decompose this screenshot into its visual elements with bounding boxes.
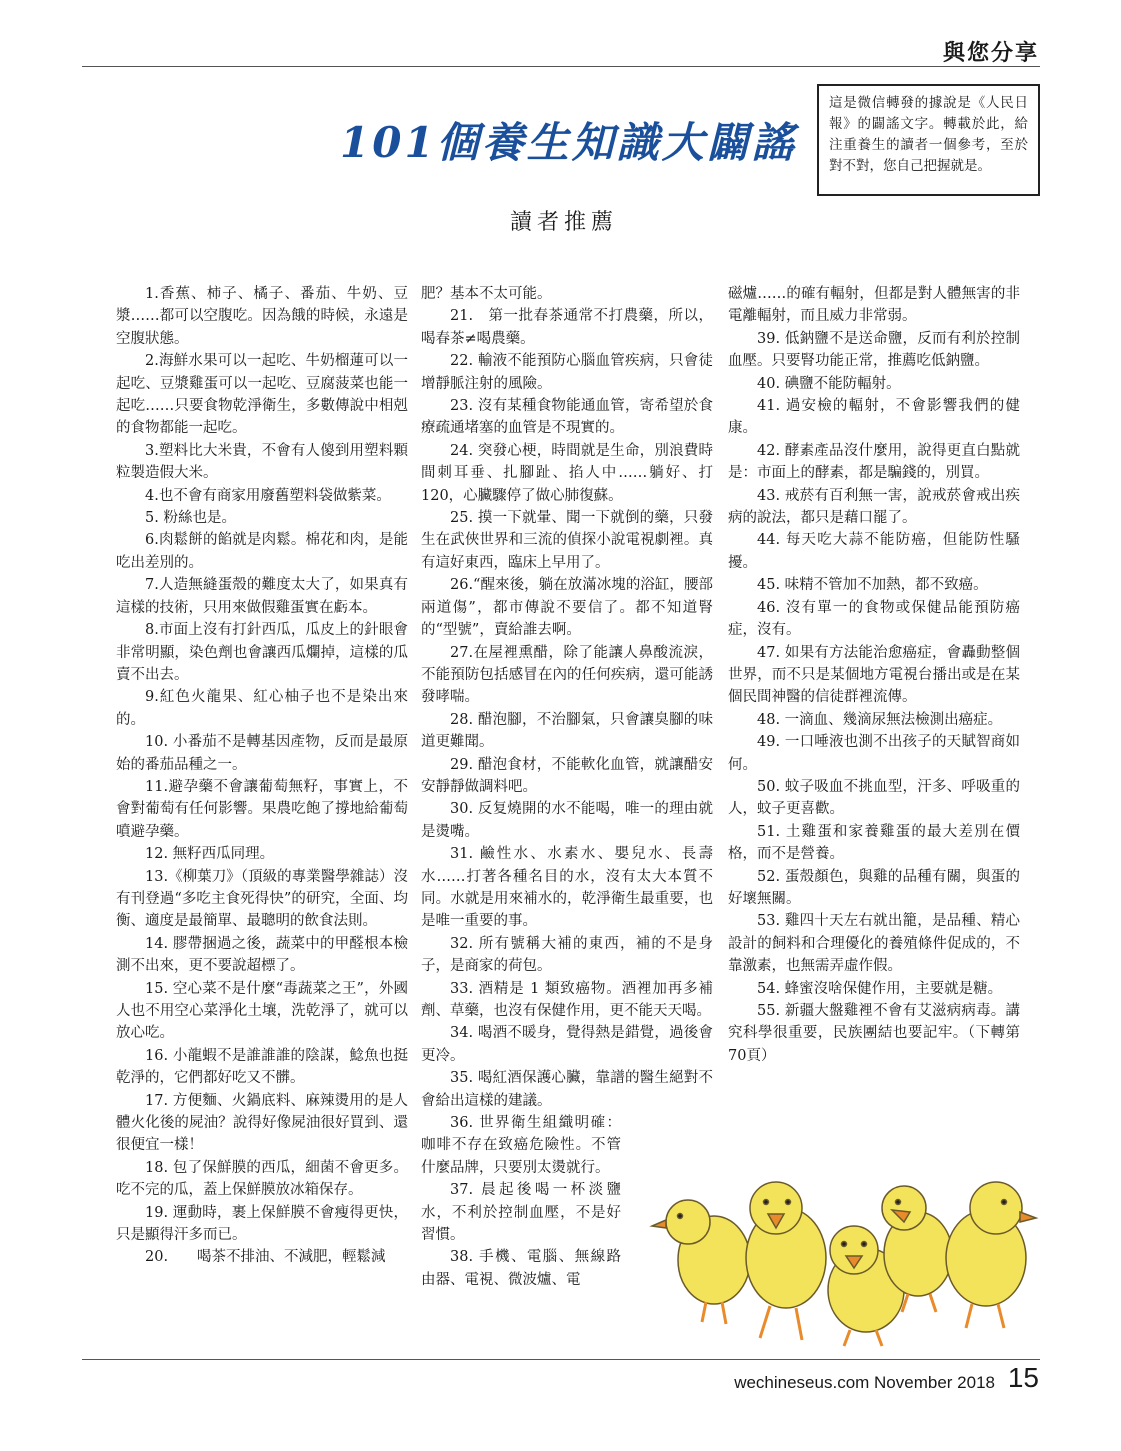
footer-divider: [82, 1359, 1040, 1360]
paragraph: 37. 晨起後喝一杯淡鹽水，不利於控制血壓，不是好習慣。: [421, 1182, 621, 1244]
paragraph: 3.塑料比大米貴，不會有人傻到用塑料顆粒製造假大米。: [116, 442, 408, 482]
chicks-illustration: [636, 1162, 1044, 1348]
paragraph: 36. 世界衛生組織明確：咖啡不存在致癌危險性。不管什麼品牌，只要別太燙就行。: [421, 1115, 621, 1176]
paragraph: 32. 所有號稱大補的東西，補的不是身子，是商家的荷包。: [421, 935, 713, 975]
paragraph: 53. 雞四十天左右就出籠，是品種、精心設計的飼料和合理優化的養殖條件促成的，不靠激素，也無需弄虛作假。: [728, 913, 1020, 975]
paragraph: 21. 第一批春茶通常不打農藥，所以，喝春茶≠喝農藥。: [421, 308, 713, 347]
paragraph: 16. 小龍蝦不是誰誰誰的陰謀，鯰魚也挺乾淨的，它們都好吃又不髒。: [116, 1047, 408, 1087]
article-title: 101個養生知識大闢謠: [340, 118, 797, 167]
wrapped-text-block: [421, 1112, 621, 1291]
paragraph: 46. 沒有單一的食物或保健品能預防癌症，沒有。: [728, 599, 1020, 639]
paragraph: 31. 鹼性水、水素水、嬰兒水、長壽水……打著各種名目的水，沒有太大本質不同。水就是用來補水的，乾淨衛生最重要，也是唯一重要的事。: [421, 846, 713, 930]
paragraph: 35. 喝紅酒保護心臟，靠譜的醫生絕對不會給出這樣的建議。: [421, 1070, 713, 1109]
paragraph: 43. 戒菸有百利無一害，說戒菸會戒出疾病的說法，都只是藉口罷了。: [728, 487, 1020, 527]
paragraph: 38. 手機、電腦、無線路由器、電視、微波爐、電: [421, 1249, 621, 1288]
paragraph: 11.避孕藥不會讓葡萄無籽，事實上，不會對葡萄有任何影響。果農吃飽了撐地給葡萄噴避孕藥。: [116, 778, 408, 840]
paragraph: 22. 輸液不能預防心腦血管疾病，只會徒增靜脈注射的風險。: [421, 353, 713, 392]
paragraph: 42. 酵素產品沒什麼用，說得更直白點就是：市面上的酵素，都是騙錢的，別買。: [728, 442, 1020, 482]
paragraph: 14. 膠帶捆過之後，蔬菜中的甲醛根本檢測不出來，更不要說超標了。: [116, 935, 408, 975]
paragraph: 29. 醋泡食材，不能軟化血管，就讓醋安安靜靜做調料吧。: [421, 756, 713, 795]
paragraph: 23. 沒有某種食物能通血管，寄希望於食療疏通堵塞的血管是不現實的。: [421, 398, 713, 437]
paragraph: 28. 醋泡腳，不治腳氣，只會讓臭腳的味道更難聞。: [421, 711, 713, 751]
byline: 讀者推薦: [510, 210, 619, 235]
paragraph: 磁爐……的確有輻射，但都是對人體無害的非電離輻射，而且威力非常弱。: [728, 286, 1020, 325]
paragraph: 9.紅色火龍果、紅心柚子也不是染出來的。: [116, 689, 408, 728]
paragraph: 41. 過安檢的輻射，不會影響我們的健康。: [728, 398, 1020, 437]
paragraph: 48. 一滴血、幾滴尿無法檢測出癌症。: [757, 711, 1003, 728]
chick-illustration: [652, 1200, 750, 1324]
paragraph: 39. 低鈉鹽不是送命鹽，反而有利於控制血壓。只要腎功能正常，推薦吃低鈉鹽。: [728, 330, 1020, 370]
paragraph: 7.人造無縫蛋殼的難度太大了，如果真有這樣的技術，只用來做假雞蛋實在虧本。: [116, 577, 408, 616]
paragraph: 20. 喝茶不排油、不減肥，輕鬆減: [145, 1249, 386, 1266]
paragraph: 51. 土雞蛋和家養雞蛋的最大差別在價格，而不是營養。: [728, 823, 1020, 863]
paragraph: 17. 方便麵、火鍋底料、麻辣燙用的是人體火化後的屍油？說得好像屍油很好買到、還很便宜一樣！: [116, 1092, 408, 1154]
paragraph: 6.肉鬆餅的餡就是肉鬆。棉花和肉，是能吃出差別的。: [116, 532, 408, 571]
paragraph: 12. 無籽西瓜同理。: [145, 846, 275, 863]
paragraph: 1.香蕉、柿子、橘子、番茄、牛奶、豆漿……都可以空腹吃。因為餓的時候，永遠是空腹狀態。: [116, 286, 408, 347]
paragraph: 49. 一口唾液也測不出孩子的天賦智商如何。: [728, 734, 1020, 773]
section-label: 與您分享: [942, 41, 1039, 66]
paragraph: 24. 突發心梗，時間就是生命，別浪費時間刺耳垂、扎腳趾、掐人中……躺好、打 120，心臟驟停了做心肺復蘇。: [421, 442, 713, 504]
paragraph: 15. 空心菜不是什麼“毒蔬菜之王”，外國人也不用空心菜淨化土壤，洗乾淨了，就可以放心吃。: [116, 980, 408, 1042]
paragraph: 肥？基本不太可能。: [421, 286, 552, 302]
paragraph: 50. 蚊子吸血不挑血型，汗多、呼吸重的人，蚊子更喜歡。: [728, 778, 1020, 818]
page-number: 15: [1007, 1362, 1039, 1393]
paragraph: 18. 包了保鮮膜的西瓜，細菌不會更多。吃不完的瓜，蓋上保鮮膜放冰箱保存。: [116, 1159, 408, 1199]
paragraph: 2.海鮮水果可以一起吃、牛奶榴蓮可以一起吃、豆漿雞蛋可以一起吃、豆腐菠菜也能一起吃……只要食物乾淨衛生，多數傳說中相剋的食物都能一起吃。: [116, 353, 408, 437]
paragraph: 44. 每天吃大蒜不能防癌，但能防性騷擾。: [728, 532, 1020, 571]
text-column-3: [728, 283, 1020, 1067]
text-column-1: [116, 283, 408, 1269]
paragraph: 55. 新疆大盤雞裡不會有艾滋病病毒。講究科學很重要，民族團結也要記牢。（下轉第70頁）: [728, 1003, 1020, 1064]
paragraph: 40. 碘鹽不能防輻射。: [757, 375, 901, 392]
editor-note-box: 這是微信轉發的據說是《人民日報》的闢謠文字。轉載於此，給注重養生的讀者一個參考，至於對不對，您自己把握就是。: [817, 84, 1040, 196]
chick-illustration: [746, 1182, 826, 1340]
header-divider: [82, 66, 1040, 67]
paragraph: 30. 反复燒開的水不能喝，唯一的理由就是燙嘴。: [421, 801, 713, 840]
paragraph: 33. 酒精是 1 類致癌物。酒裡加再多補劑、草藥，也沒有保健作用，更不能天天喝。: [421, 980, 713, 1019]
paragraph: 5. 粉絲也是。: [145, 510, 236, 527]
paragraph: 27.在屋裡熏醋，除了能讓人鼻酸流淚，不能預防包括感冒在內的任何疾病，還可能誘發哮喘。: [421, 644, 713, 706]
paragraph: 25. 摸一下就暈、聞一下就倒的藥，只發生在武俠世界和三流的偵探小說電視劇裡。真有這好東西，臨床上早用了。: [421, 510, 713, 571]
text-column-2: [421, 283, 713, 1291]
paragraph: 4.也不會有商家用廢舊塑料袋做紫菜。: [145, 487, 391, 504]
paragraph: 54. 蜂蜜沒啥保健作用，主要就是糖。: [757, 980, 1003, 997]
paragraph: 34. 喝酒不暖身，覺得熱是錯覺，過後會更冷。: [421, 1025, 713, 1064]
chick-illustration: [946, 1182, 1036, 1328]
paragraph: 45. 味精不管加不加熱，都不致癌。: [757, 577, 988, 594]
footer-site-date: wechineseus.com November 2018: [734, 1373, 995, 1392]
paragraph: 52. 蛋殼顏色，與雞的品種有關，與蛋的好壞無關。: [728, 868, 1020, 907]
paragraph: 26.“醒來後，躺在放滿冰塊的浴缸，腰部兩道傷”，都市傳說不要信了。都不知道腎的“型號”，賣給誰去啊。: [421, 577, 713, 639]
paragraph: 8.市面上沒有打針西瓜，瓜皮上的針眼會非常明顯，染色劑也會讓西瓜爛掉，這樣的瓜賣不出去。: [116, 622, 408, 683]
paragraph: 47. 如果有方法能治愈癌症，會轟動整個世界，而不只是某個地方電視台播出或是在某個民間神醫的信徒群裡流傳。: [728, 644, 1020, 706]
paragraph: 10. 小番茄不是轉基因產物，反而是最原始的番茄品種之一。: [116, 734, 408, 773]
paragraph: 19. 運動時，裹上保鮮膜不會瘦得更快，只是顯得汗多而已。: [116, 1204, 408, 1244]
paragraph: 13.《柳葉刀》（頂級的專業醫學雜誌）沒有刊登過“多吃主食死得快”的研究，全面、均衡、適度是最簡單、最聰明的飲食法則。: [116, 868, 408, 930]
